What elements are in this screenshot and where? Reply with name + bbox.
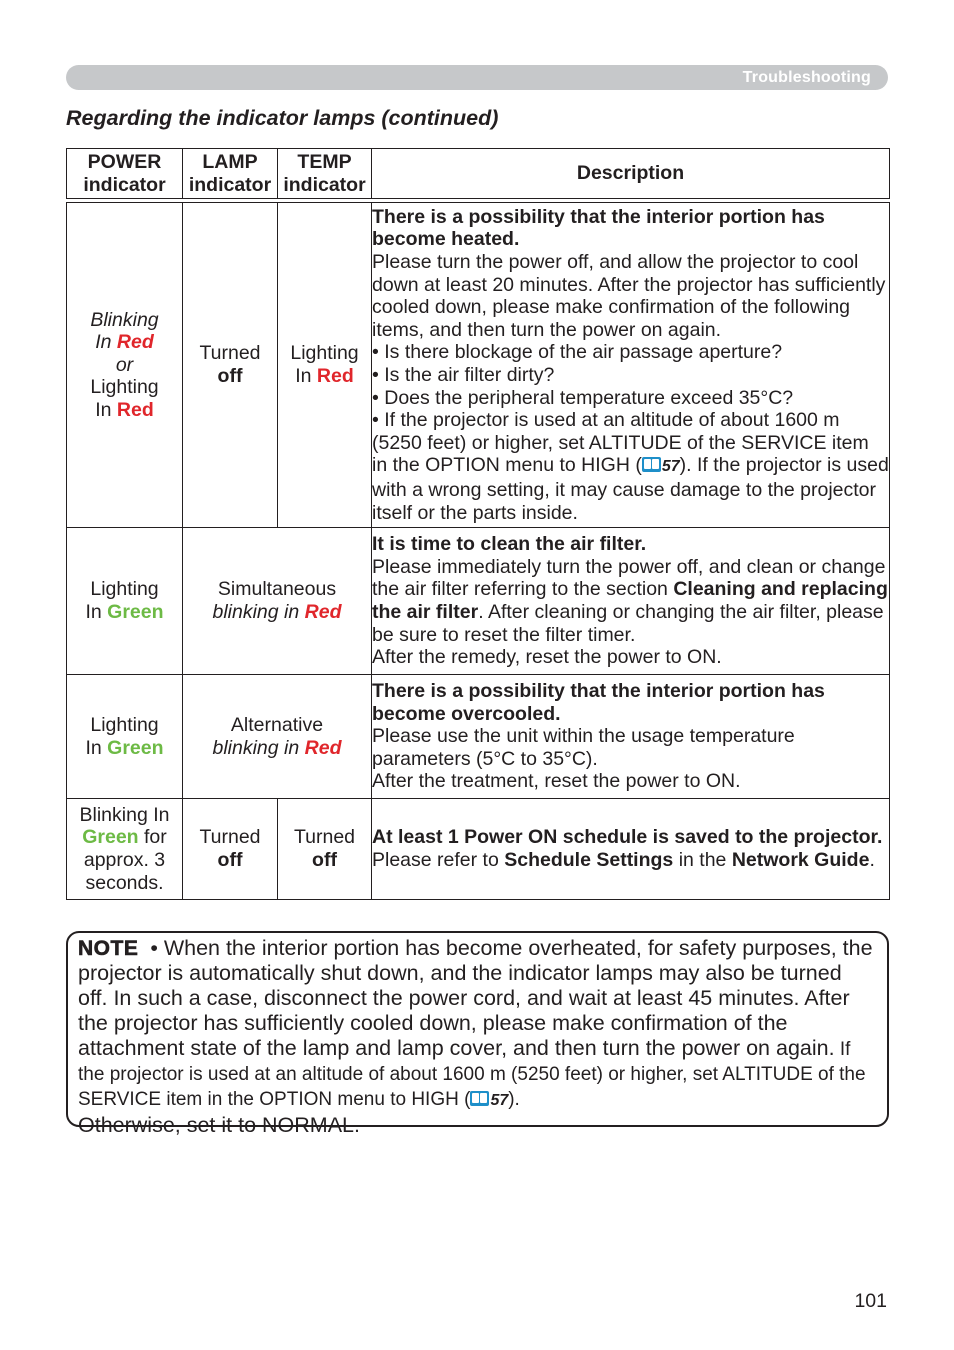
header-label: Troubleshooting <box>742 69 871 86</box>
note-text-small: If the projector is used at an altitude of about 1600 m (5250 feet) or higher, set ALTITUDE of the SERVICE item in the OPTION menu to HIGH ( <box>78 1039 866 1110</box>
lamp-cell: Turned off <box>183 203 278 528</box>
note-text-final: Otherwise, set it to NORMAL. <box>78 1113 360 1137</box>
header-lamp: LAMP indicator <box>183 149 278 199</box>
note-text-small-end: ). <box>508 1089 520 1110</box>
description-cell: There is a possibility that the interior portion has become heated. Please turn the power off, and allow the projector to cool down at least 20 minutes. After the projector has sufficiently cooled down, please make confirmation of the following items, and then turn the power on again. • Is there blockage of the air passage aperture? • Is the air filter dirty? • Does the peripheral temperature exceed 35°C? • If the projector is used at an altitude of about 1600 m (5250 feet) or higher, set ALTITUDE of the SERVICE item in the OPTION menu to HIGH ( 57). If the projector is used with a wrong setting, it may cause damage to the projector itself or the parts inside. <box>372 203 890 528</box>
note-text: • When the interior portion has become overheated, for safety purposes, the projector is automatically shut down, and the indicator lamps may also be turned off. In such a case, disconnect the power cord, and wait at least 45 minutes. After the projector has sufficiently cooled down, please make confirmation of the attachment state of the lamp and lamp cover, and then turn the power on again. <box>78 936 873 1060</box>
note-box <box>66 931 889 1137</box>
header-description: Description <box>372 149 890 199</box>
description-cell: At least 1 Power ON schedule is saved to the projector. Please refer to Schedule Settings in the Network Guide. <box>372 799 890 900</box>
lamp-temp-cell: Simultaneous blinking in Red <box>183 528 372 675</box>
header-power: POWER indicator <box>67 149 183 199</box>
description-cell: There is a possibility that the interior portion has become overcooled. Please use the unit within the usage temperature parameters (5°C to 35°C). After the treatment, reset the power to ON. <box>372 675 890 799</box>
power-cell: Blinking In Red or Lighting In Red <box>67 203 183 528</box>
description-cell: It is time to clean the air filter. Please immediately turn the power off, and clean or change the air filter referring to the section Cleaning and replacing the air filter. After cleaning or changing the air filter, please be sure to reset the filter timer. After the remedy, reset the power to ON. <box>372 528 890 675</box>
temp-cell: Lighting In Red <box>278 203 372 528</box>
table-header-row <box>67 149 890 199</box>
table-row <box>67 528 890 675</box>
note-ref-number: 57 <box>490 1092 509 1109</box>
table-row <box>67 799 890 900</box>
table-row <box>67 675 890 799</box>
book-reference-icon <box>642 457 661 472</box>
lamp-temp-cell: Alternative blinking in Red <box>183 675 372 799</box>
power-cell: Lighting In Green <box>67 528 183 675</box>
book-reference-icon <box>470 1091 489 1106</box>
note-label: NOTE <box>78 937 139 960</box>
power-cell: Lighting In Green <box>67 675 183 799</box>
header-temp: TEMP indicator <box>278 149 372 199</box>
header-bar <box>66 65 888 90</box>
section-title: Regarding the indicator lamps (continued) <box>66 106 499 130</box>
power-cell: Blinking In Green for approx. 3 seconds. <box>67 799 183 900</box>
table-row <box>67 203 890 528</box>
page-number: 101 <box>854 1290 887 1312</box>
temp-cell: Turned off <box>278 799 372 900</box>
indicator-table <box>66 148 890 900</box>
lamp-cell: Turned off <box>183 799 278 900</box>
